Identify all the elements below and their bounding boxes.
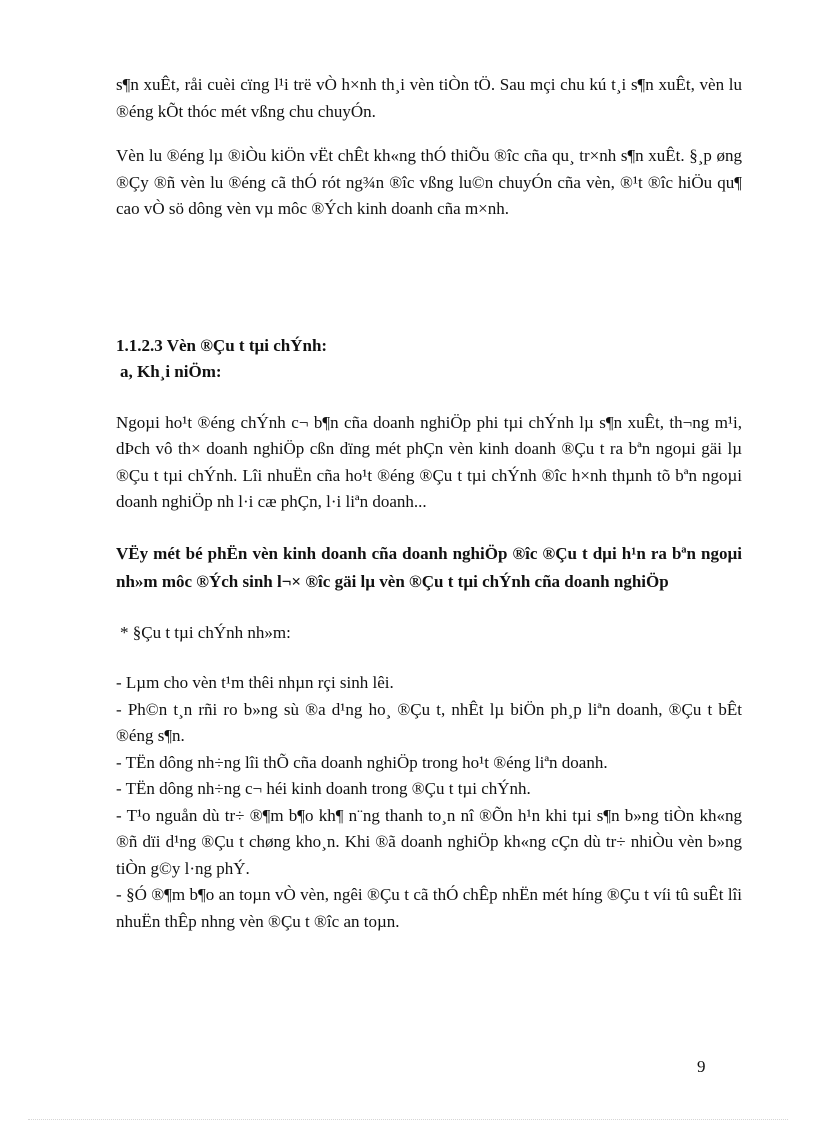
page-number: 9 bbox=[697, 1057, 706, 1076]
purpose-item: - TËn dông nh÷ng lîi thÕ cña doanh nghiÖp trong ho¹t ®éng liªn doanh. bbox=[116, 752, 608, 772]
purpose-item: - TËn dông nh÷ng c¬ héi kinh doanh trong ®Çu t tµi chÝnh. bbox=[116, 779, 531, 798]
purpose-item: - Lµm cho vèn t¹m thêi nhµn rçi sinh lêi. bbox=[116, 673, 394, 692]
page-content bbox=[116, 72, 742, 935]
definition-paragraph: Ngoµi ho¹t ®éng chÝnh c¬ b¶n cña doanh nghiÖp phi tµi chÝnh lµ s¶n xuÊt, th¬ng m¹i, dÞch vô th× doanh nghiÖp cßn dïng mét phÇn vèn kinh doanh ®Çu t ra bªn ngoµi gäi lµ ®Çu t tµi chÝnh. Lîi nhuËn cña ho¹t ®éng ®Çu t tµi chÝnh ®îc h×nh thµnh tõ bªn ngoµi doanh nghiÖp nh l·i cæ phÇn, l·i liªn doanh... bbox=[116, 412, 742, 511]
purpose-item: - §Ó ®¶m b¶o an toµn vÒ vèn, ngêi ®Çu t cã thÓ chÊp nhËn mét híng ®Çu t víi tû suÊt lîi nhuËn thÊp nhng vèn ®Çu t ®îc an toµn. bbox=[116, 885, 742, 931]
section-heading: 1.1.2.3 Vèn ®Çu t tµi chÝnh: bbox=[116, 335, 328, 355]
intro-paragraph-1: s¶n xuÊt, råi cuèi cïng l¹i trë vÒ h×nh th¸i vèn tiÒn tÖ. Sau mçi chu kú t¸i s¶n xuÊt, vèn lu ®éng kÕt thóc mét vßng chu chuyÓn. bbox=[116, 75, 742, 121]
purpose-item: - T¹o nguån dù tr÷ ®¶m b¶o kh¶ n¨ng thanh to¸n nî ®Õn h¹n khi tµi s¶n b»ng tiÒn kh«ng ®ñ dïi d¹ng ®Çu t chøng kho¸n. Khi ®ã doanh nghiÖp kh«ng cÇn dù tr÷ nhiÒu vèn b»ng tiÒn g©y l·ng phÝ. bbox=[116, 805, 742, 878]
intro-paragraph-2: Vèn lu ®éng lµ ®iÒu kiÖn vËt chÊt kh«ng thÓ thiÕu ®îc cña qu¸ tr×nh s¶n xuÊt. §¸p øng ®Çy ®ñ vèn lu ®éng cã thÓ rót ng¾n ®îc vßng lu©n chuyÓn cña vèn, ®¹t ®îc hiÖu qu¶ cao vÒ sö dông vèn vµ môc ®Ých kinh doanh cña m×nh. bbox=[116, 146, 742, 218]
purpose-intro: * §Çu t tµi chÝnh nh»m: bbox=[120, 622, 291, 642]
section-subheading: a, Kh¸i niÖm: bbox=[120, 362, 222, 381]
bold-definition: VËy mét bé phËn vèn kinh doanh cña doanh nghiÖp ®îc ®Çu t dµi h¹n ra bªn ngoµi nh»m môc ®Ých sinh l¬× ®îc gäi lµ vèn ®Çu t tµi chÝnh cña doanh nghiÖp bbox=[116, 543, 742, 591]
purpose-list bbox=[116, 670, 742, 935]
page-bottom-divider bbox=[28, 1119, 788, 1120]
purpose-item: - Ph©n t¸n rñi ro b»ng sù ®a d¹ng ho¸ ®Çu t, nhÊt lµ biÖn ph¸p liªn doanh, ®Çu t bÊt ®éng s¶n. bbox=[116, 699, 742, 745]
